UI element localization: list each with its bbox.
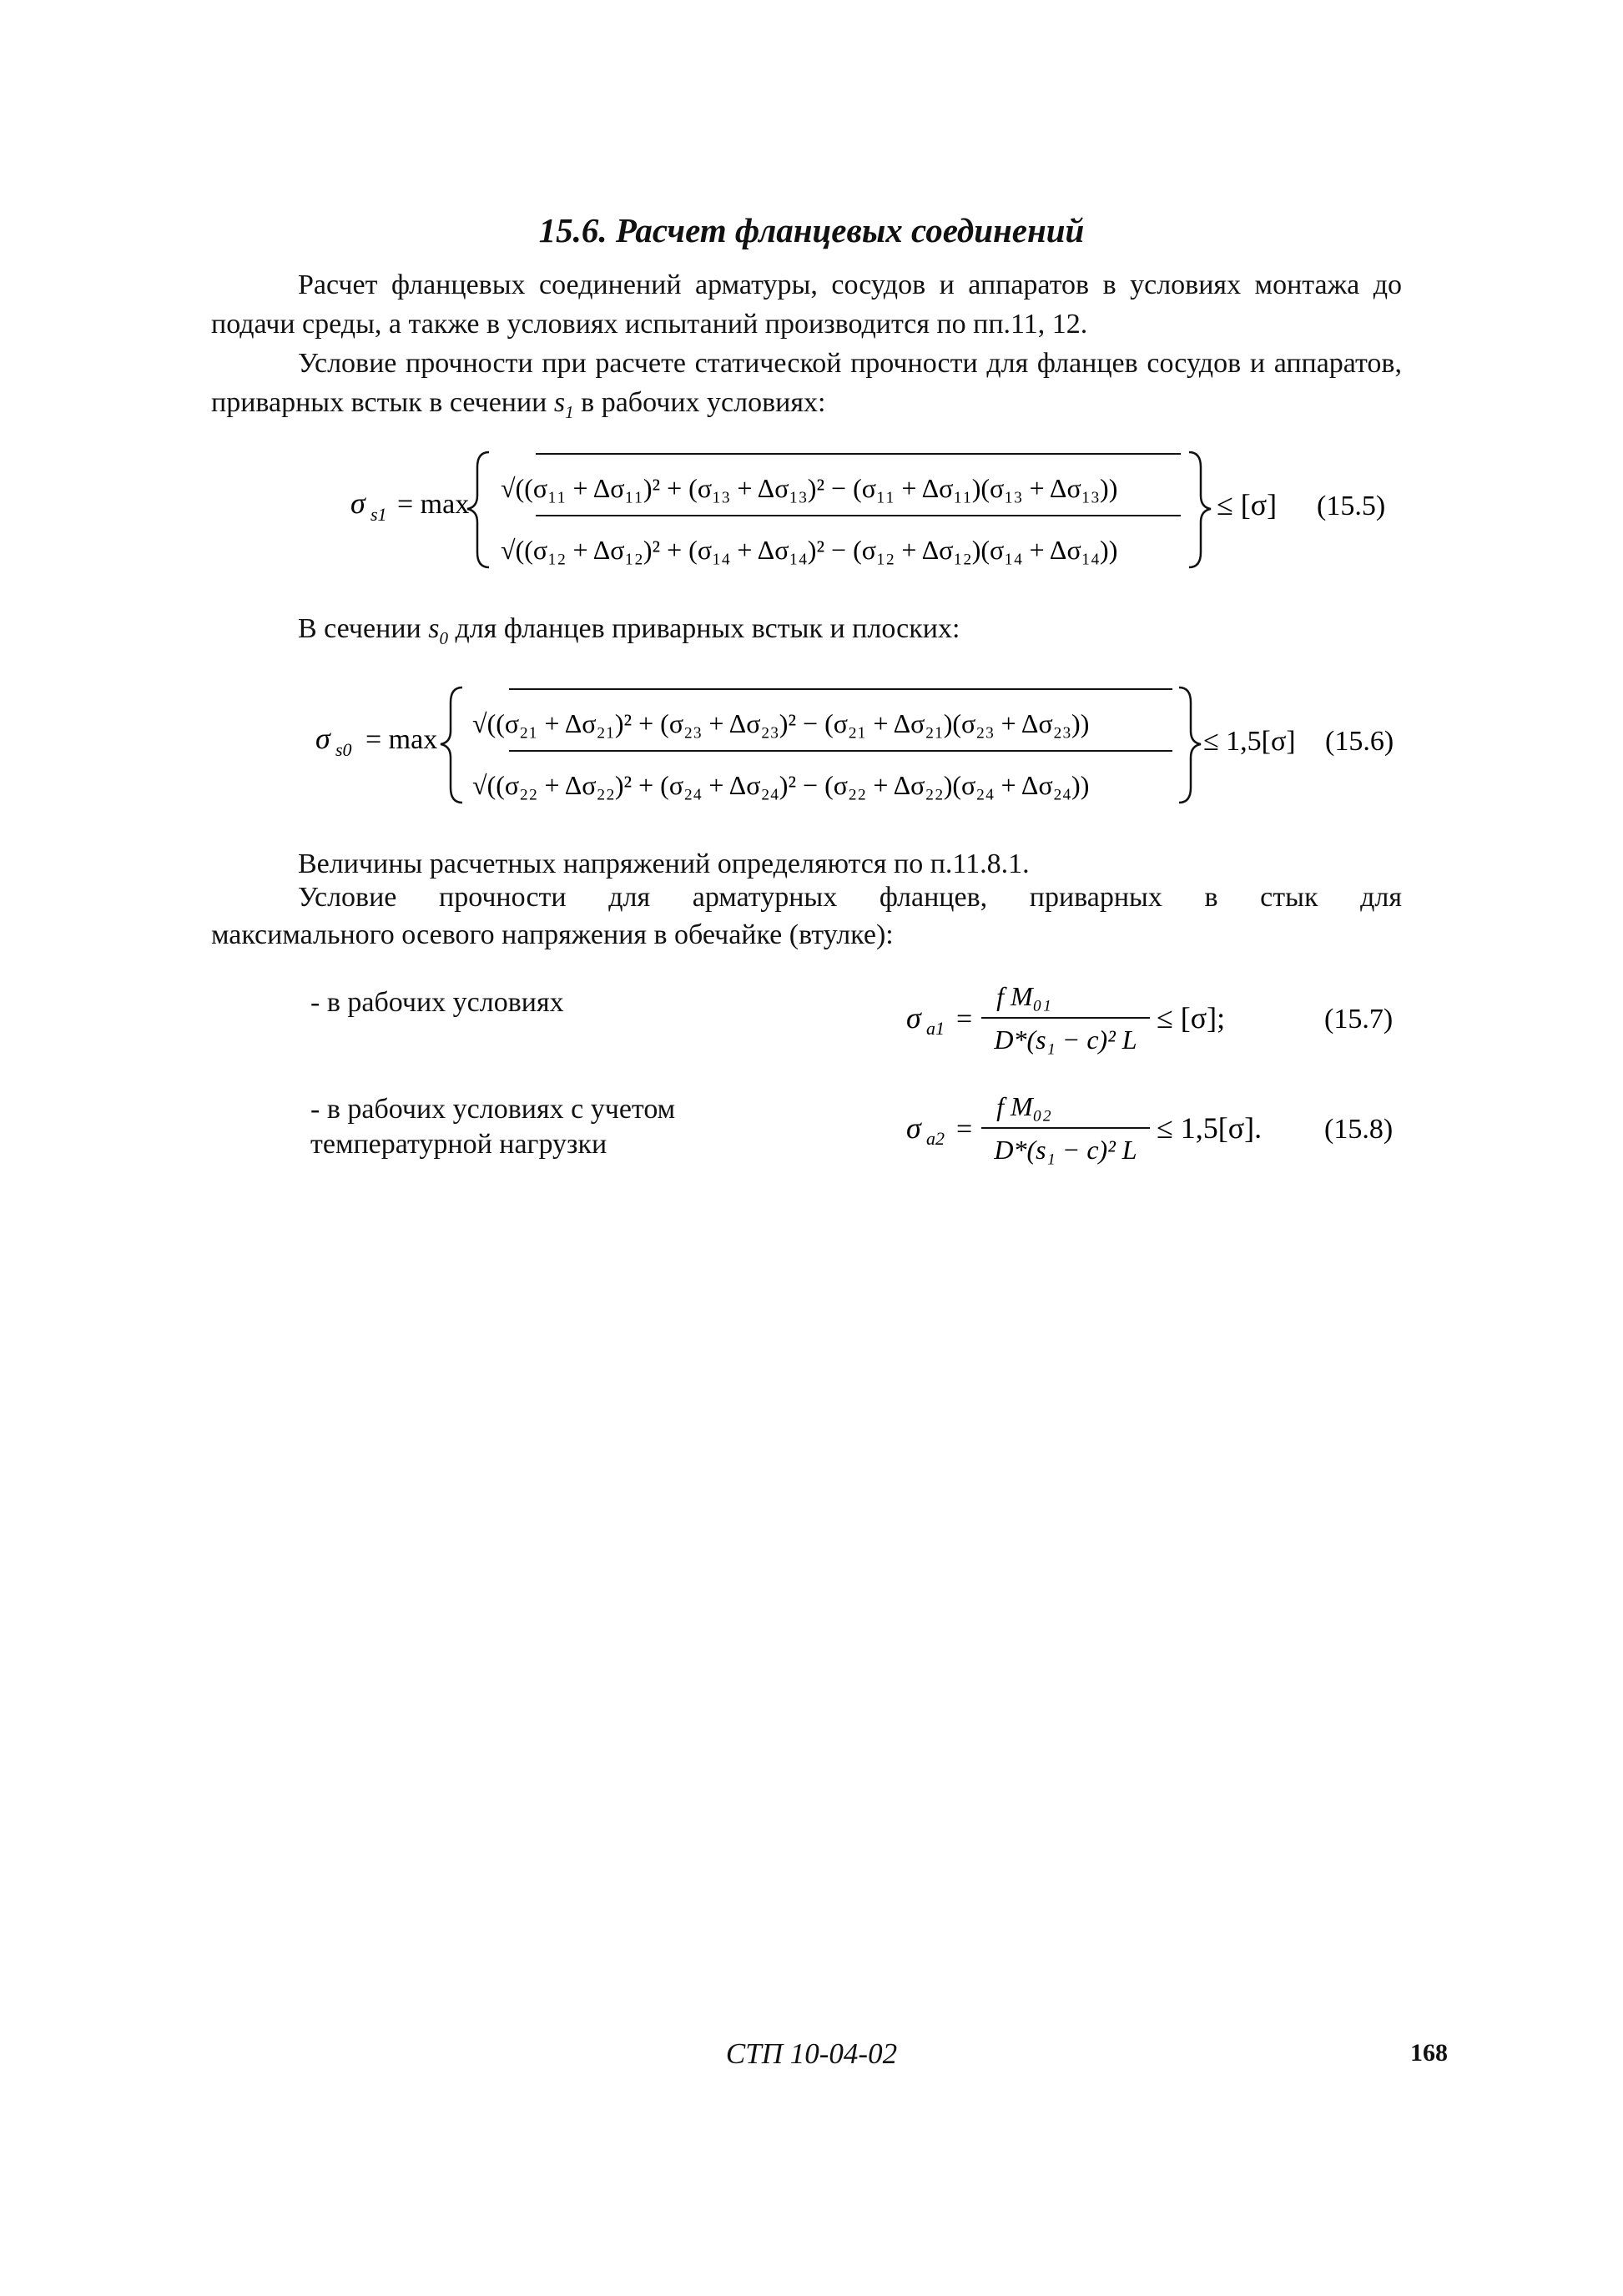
section-variable-sub: 1 <box>565 401 574 422</box>
equation-number: (15.8) <box>1324 1114 1394 1145</box>
formula-lhs: σ <box>906 1001 921 1035</box>
formula-15-5 <box>0 442 1623 576</box>
page-number: 168 <box>1410 2039 1448 2067</box>
formula-15-7 <box>885 968 1419 1068</box>
equation-number: (15.6) <box>1325 726 1394 757</box>
formula-rhs: ≤ [σ] <box>1217 488 1278 521</box>
right-brace <box>1189 452 1211 567</box>
formula-numerator: f M₀₂ <box>996 1091 1051 1121</box>
formula-rhs: ≤ [σ]; <box>1157 1001 1226 1035</box>
formula-15-8 <box>885 1078 1419 1178</box>
formula-rhs: ≤ 1,5[σ] <box>1203 726 1296 757</box>
section-variable: s <box>553 387 566 418</box>
formula-lhs: σ <box>315 722 330 755</box>
formula-15-8-graphic <box>885 1078 1419 1178</box>
formula-denominator: D*(s₁ − c)² L <box>994 1135 1137 1165</box>
formula-rhs: ≤ 1,5[σ]. <box>1157 1111 1263 1145</box>
paragraph-tail: для фланцев приварных встык и плоских: <box>448 613 960 644</box>
paragraph-tail: в рабочих условиях: <box>573 387 826 418</box>
section-variable-sub: 0 <box>439 627 448 648</box>
formula-lhs: σ <box>906 1111 921 1145</box>
paragraph-section-s0 <box>211 609 1402 648</box>
formula-lhs-sub: s1 <box>370 504 387 525</box>
left-brace <box>441 687 462 803</box>
equation-number: (15.5) <box>1317 491 1386 521</box>
equation-number: (15.7) <box>1324 1004 1394 1035</box>
paragraph-text: Условие прочности при расчете статической прочности для фланцев сосудов и аппаратов, приварных встык в сечении <box>211 348 1402 418</box>
paragraph-stress-values: Величины расчетных напряжений определяются по п.11.8.1. <box>298 848 1030 879</box>
formula-lhs-sub: a1 <box>926 1018 945 1039</box>
formula-denominator: D*(s₁ − c)² L <box>994 1025 1137 1055</box>
condition-label-working: - в рабочих условиях <box>310 987 564 1018</box>
condition-label-thermal-line1: - в рабочих условиях с учетом <box>310 1094 676 1125</box>
paragraph-strength-condition <box>211 344 1402 422</box>
equals-sign: = <box>956 1114 973 1145</box>
formula-row-2: √((σ₂₂ + Δσ₂₂)² + (σ₂₄ + Δσ₂₄)² − (σ₂₂ + Δσ₂₂)(σ₂₄ + Δσ₂₄)) <box>472 770 1090 800</box>
formula-15-7-graphic <box>885 968 1419 1068</box>
paragraph-flange-condition-line2: максимального осевого напряжения в обечайке (втулке): <box>211 919 894 950</box>
formula-row-1: √((σ₂₁ + Δσ₂₁)² + (σ₂₃ + Δσ₂₃)² − (σ₂₁ + Δσ₂₁)(σ₂₃ + Δσ₂₃)) <box>472 708 1090 738</box>
formula-15-6 <box>0 677 1623 811</box>
formula-row-1: √((σ₁₁ + Δσ₁₁)² + (σ₁₃ + Δσ₁₃)² − (σ₁₁ + Δσ₁₁)(σ₁₃ + Δσ₁₃)) <box>501 473 1118 503</box>
formula-operator: = max <box>365 724 438 755</box>
formula-lhs: σ <box>350 486 365 520</box>
formula-15-5-graphic <box>0 442 1623 576</box>
formula-row-2: √((σ₁₂ + Δσ₁₂)² + (σ₁₄ + Δσ₁₄)² − (σ₁₂ + Δσ₁₂)(σ₁₄ + Δσ₁₄)) <box>501 535 1118 565</box>
left-brace <box>467 452 489 567</box>
equals-sign: = <box>956 1004 973 1035</box>
formula-lhs-sub: s0 <box>335 739 352 760</box>
formula-15-6-graphic <box>0 677 1623 811</box>
condition-label-thermal-line2: температурной нагрузки <box>310 1129 607 1160</box>
paragraph-flange-condition-line1: Условие прочности для арматурных фланцев, приварных в стык для <box>298 882 1402 913</box>
footer-document-code: СТП 10-04-02 <box>725 2037 898 2070</box>
section-heading: 15.6. Расчет фланцевых соединений <box>538 211 1085 249</box>
paragraph-intro: Расчет фланцевых соединений арматуры, сосудов и аппаратов в условиях монтажа до подачи среды, а также в условиях испытаний производится по пп.11, 12. <box>211 269 1402 340</box>
formula-numerator: f M₀₁ <box>996 981 1051 1011</box>
right-brace <box>1179 687 1201 803</box>
formula-lhs-sub: a2 <box>926 1128 945 1149</box>
section-variable: s <box>428 613 440 644</box>
paragraph-text: В сечении <box>298 613 429 644</box>
formula-operator: = max <box>397 489 470 520</box>
